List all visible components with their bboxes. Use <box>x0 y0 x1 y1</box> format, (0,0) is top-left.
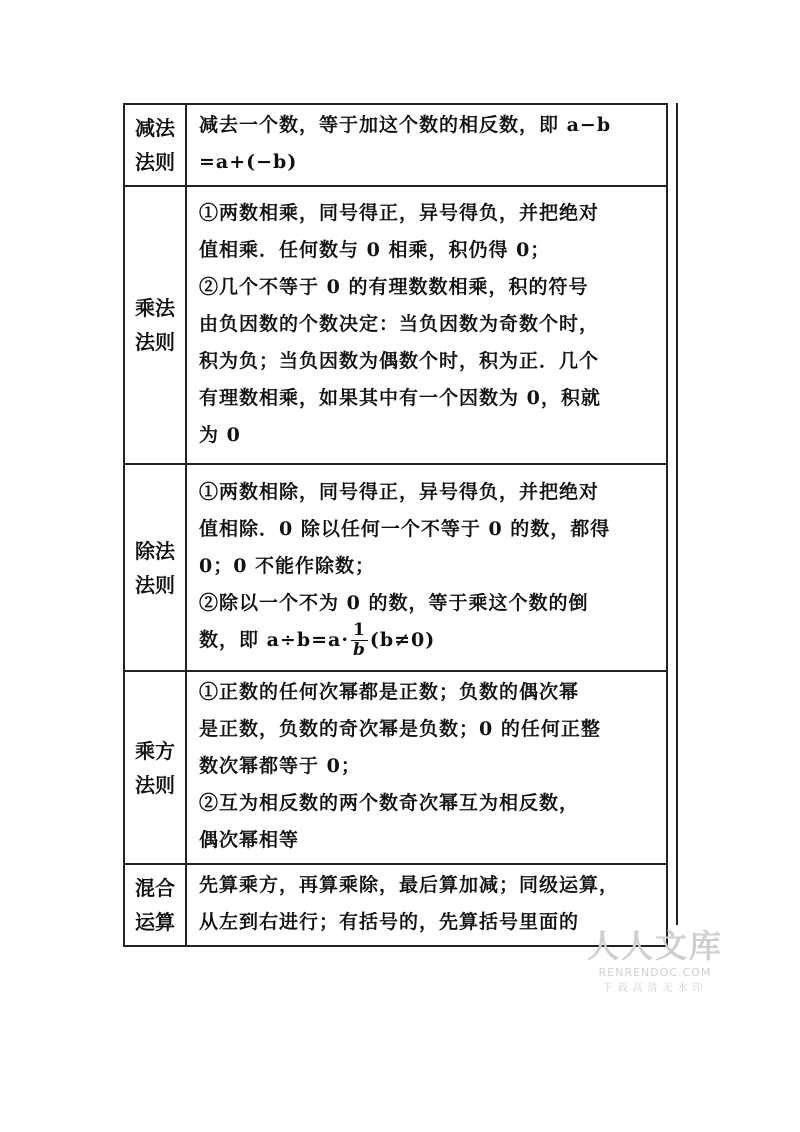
rule-label-line: 法则 <box>135 330 175 354</box>
table-row <box>124 671 667 864</box>
rule-label-cell <box>124 671 186 864</box>
rule-text-line: ①两数相乘，同号得正，异号得负，并把绝对 <box>199 201 600 224</box>
rule-label-cell <box>124 104 186 186</box>
page-divider-line <box>676 103 678 925</box>
rule-text-line: 值相乘．任何数与 0 相乘，积仍得 0； <box>199 238 551 261</box>
rule-text-line: ②互为相反数的两个数奇次幂互为相反数， <box>199 792 580 814</box>
rule-content-cell <box>186 104 667 186</box>
rule-content-cell <box>186 186 667 464</box>
rule-text-line: 先算乘方，再算乘除，最后算加减；同级运算， <box>199 874 620 896</box>
rule-text-line: 为 0 <box>199 423 241 446</box>
rule-text-line: 从左到右进行；有括号的，先算括号里面的 <box>199 911 580 933</box>
rule-label-line: 法则 <box>135 150 175 174</box>
fraction-numerator: 1 <box>352 620 366 641</box>
fraction-denominator: b <box>352 640 366 661</box>
formula-prefix: 数，即 a÷b=a· <box>199 628 349 651</box>
rule-label-line: 乘方 <box>135 738 175 763</box>
formula-suffix: (b≠0) <box>369 628 436 651</box>
rule-label-line: 减法 <box>135 116 175 140</box>
rule-label-cell <box>124 864 186 946</box>
rule-content-cell <box>186 671 667 864</box>
rule-label-line: 乘法 <box>135 296 175 320</box>
watermark <box>580 926 730 998</box>
fraction <box>351 622 368 659</box>
rule-label-line: 法则 <box>135 572 175 597</box>
rule-text-line: ②除以一个不为 0 的数，等于乘这个数的倒 <box>199 591 589 614</box>
table-row <box>124 104 667 186</box>
rule-label-cell <box>124 464 186 671</box>
rule-label-line: 混合 <box>135 876 175 900</box>
rule-text-line: 是正数，负数的奇次幂是负数；0 的任何正整 <box>199 718 601 740</box>
rule-content-cell <box>186 464 667 671</box>
rule-text-line: ①正数的任何次幂都是正数；负数的偶次幂 <box>199 681 580 703</box>
rule-label-line: 除法 <box>135 538 175 563</box>
rule-formula-line <box>199 622 656 660</box>
table-row <box>124 464 667 671</box>
rule-text-line: 减去一个数，等于加这个数的相反数，即 a−b <box>199 114 612 136</box>
rule-text-line: ①两数相除，同号得正，异号得负，并把绝对 <box>199 480 600 503</box>
rule-text-line: 积为负；当负因数为偶数个时，积为正．几个 <box>199 349 600 372</box>
rule-text-line: 有理数相乘，如果其中有一个因数为 0，积就 <box>199 386 601 409</box>
arithmetic-rules-table <box>123 103 668 947</box>
rule-text-line: 数次幂都等于 0； <box>199 755 361 777</box>
watermark-slogan: 下载高清无水印 <box>602 983 708 994</box>
watermark-title: 人人文库 <box>586 927 723 965</box>
rule-text-line: =a+(−b) <box>199 151 298 173</box>
rule-text-line: 值相除．0 除以任何一个不等于 0 的数，都得 <box>199 517 611 540</box>
rule-text-line: 由负因数的个数决定：当负因数为奇数个时， <box>199 312 600 335</box>
watermark-domain: RENRENDOC.COM <box>598 966 712 979</box>
table-row <box>124 186 667 464</box>
rule-text-line: ②几个不等于 0 的有理数数相乘，积的符号 <box>199 275 589 298</box>
rule-label-line: 运算 <box>135 910 175 934</box>
rule-text-line: 偶次幂相等 <box>199 829 300 851</box>
rule-text-line: 0；0 不能作除数； <box>199 554 376 577</box>
rule-label-line: 法则 <box>135 772 175 797</box>
rule-label-cell <box>124 186 186 464</box>
